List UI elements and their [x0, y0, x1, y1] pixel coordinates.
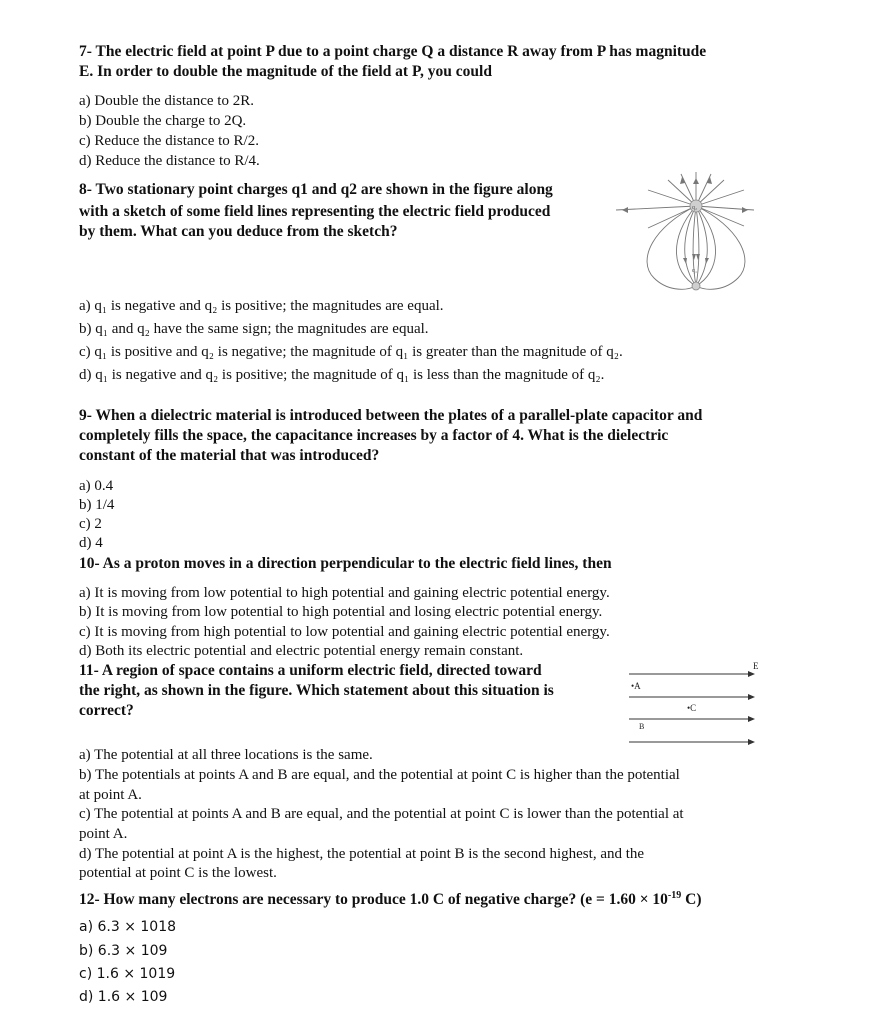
- q11-option-c-line-2: point A.: [79, 826, 128, 842]
- charge-q1-label: q₁: [692, 268, 698, 274]
- q11-option-b-line-2: at point A.: [79, 787, 142, 803]
- q8-line-1: 8- Two stationary point charges q1 and q2 are shown in the figure along: [79, 181, 553, 198]
- q12-exponent: -19: [667, 890, 682, 901]
- q12-question: [79, 886, 702, 910]
- q8-option-b: b) q₁ and q₂ have the same sign; the magnitudes are equal.: [79, 321, 429, 337]
- q12-option-b: b) 6.3 × 109: [79, 943, 168, 959]
- q10-option-a: a) It is moving from low potential to high potential and gaining electric potential energy.: [79, 585, 610, 601]
- q11-option-a: a) The potential at all three locations is the same.: [79, 747, 373, 763]
- q9-option-d: d) 4: [79, 535, 103, 551]
- charge-q2-label: q₂: [692, 205, 698, 211]
- q12-text: 12- How many electrons are necessary to produce 1.0 C of negative charge? (e = 1.60 × 10: [79, 891, 668, 909]
- q11-line-1: 11- A region of space contains a uniform electric field, directed toward: [79, 662, 542, 679]
- q8-line-2: with a sketch of some field lines representing the electric field produced: [79, 203, 551, 220]
- point-b-label: B: [639, 722, 645, 731]
- q11-option-b-line-1: b) The potentials at points A and B are equal, and the potential at point C is higher than the potential: [79, 767, 680, 783]
- q9-option-a: a) 0.4: [79, 478, 114, 494]
- point-c-label: •C: [687, 703, 697, 713]
- q8-option-a: a) q₁ is negative and q₂ is positive; the magnitudes are equal.: [79, 298, 444, 314]
- q11-option-c-line-1: c) The potential at points A and B are equal, and the potential at point C is lower than the potential at: [79, 806, 684, 822]
- q7-line-1: 7- The electric field at point P due to a point charge Q a distance R away from P has magnitude: [79, 43, 707, 60]
- q8-option-c: c) q₁ is positive and q₂ is negative; the magnitude of q₁ is greater than the magnitude of q₂.: [79, 344, 623, 360]
- q7-option-a: a) Double the distance to 2R.: [79, 93, 254, 109]
- q10-option-b: b) It is moving from low potential to high potential and losing electric potential energy.: [79, 604, 603, 620]
- q12-option-a: a) 6.3 × 1018: [79, 919, 177, 935]
- point-a-label: •A: [631, 681, 641, 691]
- q12-option-d: d) 1.6 × 109: [79, 989, 168, 1005]
- q11-option-d-line-2: potential at point C is the lowest.: [79, 865, 277, 881]
- q7-option-c: c) Reduce the distance to R/2.: [79, 133, 259, 149]
- q9-option-b: b) 1/4: [79, 497, 115, 513]
- q11-line-3: correct?: [79, 702, 134, 719]
- q11-option-d-line-1: d) The potential at point A is the highest, the potential at point B is the second highest, and the: [79, 846, 645, 862]
- field-e-label: E: [753, 661, 759, 671]
- q8-option-d: d) q₁ is negative and q₂ is positive; the magnitude of q₁ is less than the magnitude of q₂.: [79, 367, 605, 383]
- q10-option-d: d) Both its electric potential and electric potential energy remain constant.: [79, 643, 524, 659]
- q9-line-1: 9- When a dielectric material is introduced between the plates of a parallel-plate capacitor and: [79, 407, 703, 424]
- q7-option-b: b) Double the charge to 2Q.: [79, 113, 247, 129]
- q7-line-2: E. In order to double the magnitude of the field at P, you could: [79, 63, 492, 80]
- q7-option-d: d) Reduce the distance to R/4.: [79, 153, 260, 169]
- charge-q1-circle: [692, 282, 700, 290]
- q10-option-c: c) It is moving from high potential to low potential and gaining electric potential energy.: [79, 624, 610, 640]
- q8-line-3: by them. What can you deduce from the sketch?: [79, 223, 398, 240]
- q11-uniform-field-figure: [625, 660, 761, 746]
- q10-line-1: 10- As a proton moves in a direction perpendicular to the electric field lines, then: [79, 555, 612, 572]
- q8-field-lines-figure: [608, 168, 758, 296]
- q12-close: C): [681, 891, 702, 909]
- q9-option-c: c) 2: [79, 516, 102, 532]
- q9-line-2: completely fills the space, the capacitance increases by a factor of 4. What is the dielectric: [79, 427, 669, 444]
- q12-option-c: c) 1.6 × 1019: [79, 966, 176, 982]
- q11-line-2: the right, as shown in the figure. Which statement about this situation is: [79, 682, 554, 699]
- q9-line-3: constant of the material that was introduced?: [79, 447, 380, 464]
